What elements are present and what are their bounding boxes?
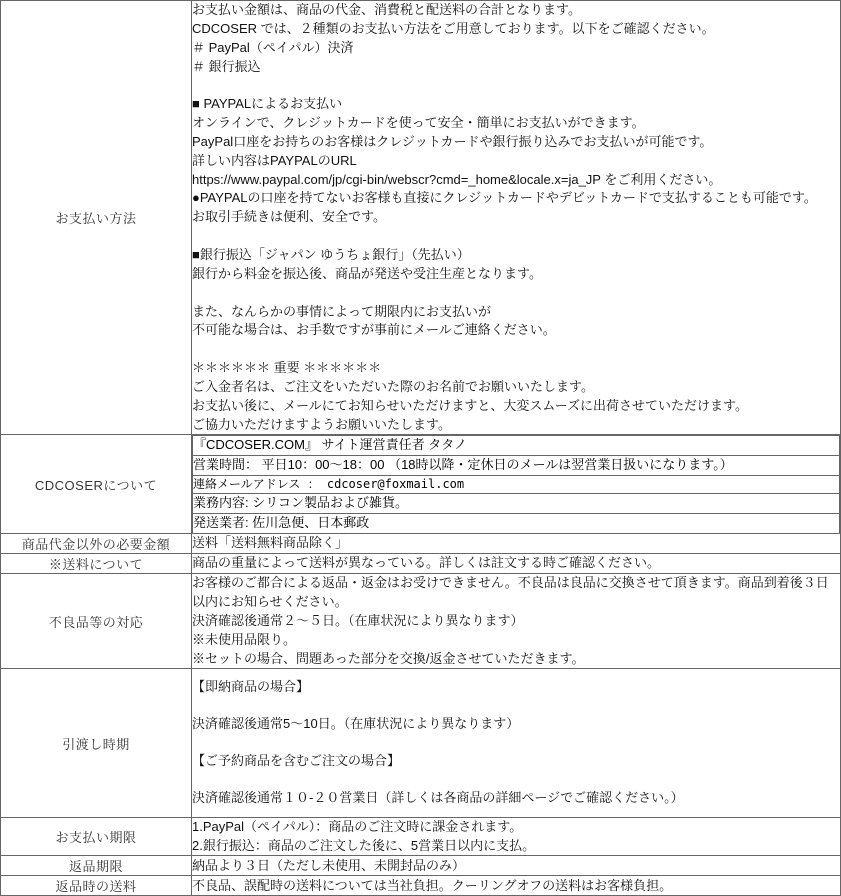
text-line-blank bbox=[192, 284, 840, 303]
text-line: PayPal口座をお持ちのお客様はクレジットカードや銀行振り込みでお支払いが可能です。 bbox=[192, 133, 713, 149]
text-line: 1.PayPal（ペイパル）：商品のご注文時に課金されます。 bbox=[192, 818, 523, 834]
row-value-shipping-note bbox=[192, 554, 841, 574]
row-value-payment-deadline bbox=[192, 817, 841, 856]
text-line: オンラインで、クレジットカードを使って安全・簡単にお支払いができます。 bbox=[192, 115, 645, 131]
text-line: また、なんらかの事情によって期限内にお支払いが bbox=[192, 303, 492, 319]
row-label-defective-handling: 不良品等の対応 bbox=[1, 574, 192, 669]
row-label-payment-deadline: お支払い期限 bbox=[1, 817, 192, 856]
text-line: ＊＊＊＊＊＊ 重要 ＊＊＊＊＊＊ bbox=[192, 360, 382, 376]
text-line: お支払い金額は、商品の代金、消費税と配送料の合計となります。 bbox=[192, 2, 581, 17]
list-item bbox=[193, 514, 840, 533]
about-line: 発送業者: 佐川急便、日本郵政 bbox=[193, 514, 840, 533]
row-value-defective-handling bbox=[192, 574, 841, 669]
table-row-return-deadline bbox=[1, 856, 841, 876]
row-value-return-shipping bbox=[192, 876, 841, 896]
row-label-return-shipping: 返品時の送料 bbox=[1, 876, 192, 896]
text-line: ＃ PayPal（ペイパル）決済 bbox=[192, 39, 354, 55]
table-row-defective-handling bbox=[1, 574, 841, 669]
table-row-shipping-note bbox=[1, 554, 841, 574]
table-row-payment-method bbox=[1, 1, 841, 435]
text-line: ■ PAYPALによるお支払い bbox=[192, 96, 343, 112]
text-line-blank bbox=[192, 340, 840, 359]
list-item bbox=[193, 476, 840, 494]
text-line: 詳しい内容はPAYPALのURL bbox=[192, 152, 357, 168]
text-line: CDCOSER では、２種類のお支払い方法をご用意しております。以下をご確認ください。 bbox=[192, 20, 715, 36]
row-value-extra-charges bbox=[192, 534, 841, 554]
paypal-url-line: https://www.paypal.com/jp/cgi-bin/webscr?cmd=_home&locale.x=ja_JP をご利用ください。 bbox=[192, 171, 722, 187]
text-line: 商品の重量によって送料が異なっている。詳しくは註文する時ご確認ください。 bbox=[192, 555, 661, 571]
text-line: 【ご予約商品を含むご注文の場合】 bbox=[192, 753, 401, 769]
list-item bbox=[193, 456, 840, 476]
about-line: 業務内容: シリコン製品および雑貨。 bbox=[193, 494, 840, 514]
table-row-about-cdcoser bbox=[1, 435, 841, 534]
text-line: 納品より３日（ただし未使用、未開封品のみ） bbox=[192, 857, 466, 873]
text-line: 決済確認後通常5～10日。（在庫状況により異なります） bbox=[192, 716, 520, 732]
text-line: 決済確認後通常１０-２０営業日（詳しくは各商品の詳細ページでご確認ください。） bbox=[192, 789, 684, 805]
table-row-delivery-time bbox=[1, 669, 841, 817]
text-line: お支払い後に、メールにてお知らせいただけますと、大変スムーズに出荷させていただけます。 bbox=[192, 397, 749, 413]
row-label-shipping-note: ※送料について bbox=[1, 554, 192, 574]
row-label-payment-method: お支払い方法 bbox=[1, 1, 192, 435]
text-line: ■銀行振込「ジャパン ゆうちょ銀行」（先払い） bbox=[192, 246, 470, 262]
text-line: ※セットの場合、問題あった部分を交換/返金させていただきます。 bbox=[192, 650, 585, 666]
row-label-return-deadline: 返品期限 bbox=[1, 856, 192, 876]
text-line: 送料「送料無料商品除く」 bbox=[192, 535, 349, 551]
row-label-extra-charges: 商品代金以外の必要金額 bbox=[1, 534, 192, 554]
text-line: 【即納商品の場合】 bbox=[192, 679, 310, 695]
text-line: お客様のご都合による返品・返金はお受けできません。不良品は良品に交換させて頂きます。商品到着後３日以内にお知らせください。 bbox=[192, 575, 829, 610]
row-label-delivery-time: 引渡し時期 bbox=[1, 669, 192, 817]
text-line: 不良品、誤配時の送料については当社負担。クーリングオフの送料はお客様負担。 bbox=[192, 877, 673, 893]
text-line: 不可能な場合は、お手数ですが事前にメールご連絡ください。 bbox=[192, 322, 556, 338]
text-line: 銀行から料金を振込後、商品が発送や受注生産となります。 bbox=[192, 265, 542, 281]
list-item bbox=[193, 494, 840, 514]
text-line: 2.銀行振込：商品のご注文した後に、5営業日以内に支払。 bbox=[192, 837, 536, 853]
table-row-payment-deadline bbox=[1, 817, 841, 856]
text-line: ●PAYPALの口座を持てないお客様も直接にクレジットカードやデビットカードで支払することも可能です。 bbox=[192, 190, 817, 206]
row-value-payment-method bbox=[192, 1, 841, 435]
about-email-line: 連絡メールアドレス ： cdcoser@foxmail.com bbox=[193, 476, 840, 494]
row-value-delivery-time bbox=[192, 669, 841, 817]
text-line: ※未使用品限り。 bbox=[192, 631, 297, 647]
list-item bbox=[193, 436, 840, 456]
text-line-blank bbox=[192, 76, 840, 95]
row-value-return-deadline bbox=[192, 856, 841, 876]
text-line: 決済確認後通常２～５日。（在庫状況により異なります） bbox=[192, 612, 524, 628]
about-sub-table bbox=[192, 435, 840, 533]
text-line: ご入金者名は、ご注文をいただいた際のお名前でお願いいたします。 bbox=[192, 378, 594, 394]
about-line: 営業時間： 平日10：00～18：00 （18時以降・定休日のメールは翌営業日扱いになります。） bbox=[193, 456, 840, 476]
text-line: ご協力いただけますようお願いいたします。 bbox=[192, 416, 451, 432]
row-value-about-cdcoser bbox=[192, 435, 841, 534]
text-line-blank bbox=[192, 227, 840, 246]
text-line: お取引手続きは便利、安全です。 bbox=[192, 209, 386, 225]
table-row-return-shipping bbox=[1, 876, 841, 896]
table-row-extra-charges bbox=[1, 534, 841, 554]
row-label-about-cdcoser: CDCOSERについて bbox=[1, 435, 192, 534]
about-line: 『CDCOSER.COM』 サイト運営責任者 タタノ bbox=[193, 436, 840, 456]
text-line: ＃ 銀行振込 bbox=[192, 58, 261, 74]
